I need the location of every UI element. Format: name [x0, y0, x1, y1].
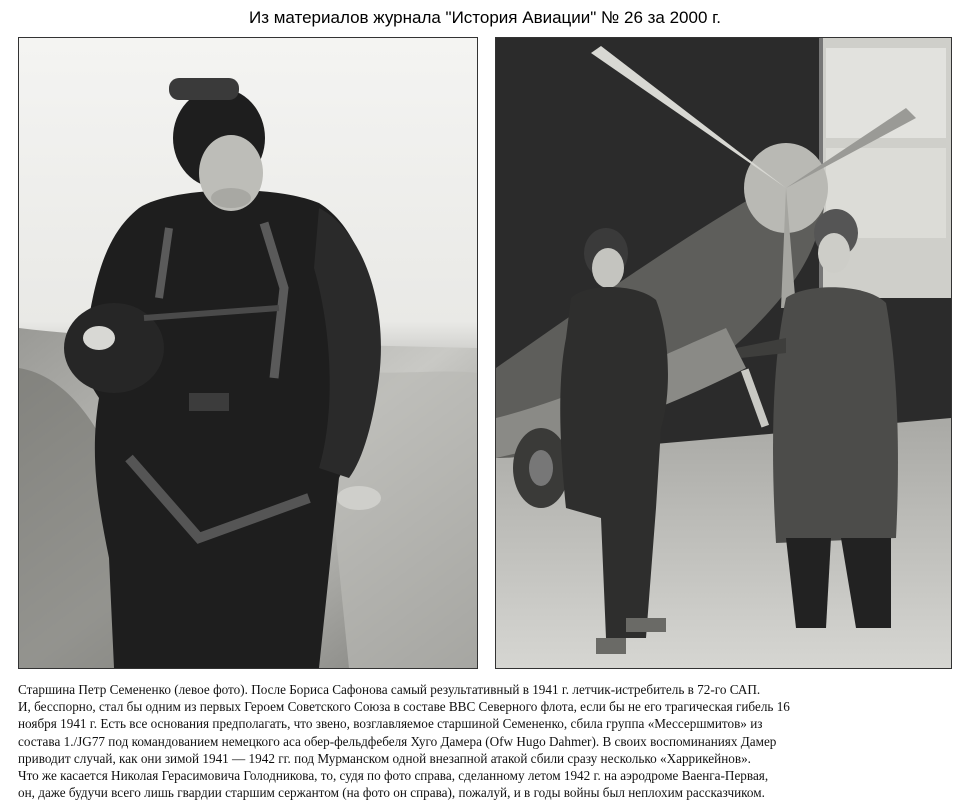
photo-pilot-semenenko	[18, 37, 478, 669]
photo-caption	[18, 681, 954, 801]
page-title: Из материалов журнала "История Авиации" № 26 за 2000 г.	[249, 8, 721, 27]
caption-line: состава 1./JG77 под командованием немецкого аса обер-фельдфебеля Хуго Дамера (Ofw Hugo Dahmer). В своих воспоминаниях Дамер	[18, 733, 777, 749]
photo-airmen-aircraft	[495, 37, 952, 669]
caption-line: приводит случай, как они зимой 1941 — 1942 гг. под Мурманском одной внезапной атакой сбили сразу несколько «Харрикейнов».	[18, 750, 751, 766]
caption-line: ноября 1941 г. Есть все основания предполагать, что звено, возглавляемое старшиной Семененко, сбила группа «Мессершмитов» из	[18, 716, 763, 732]
caption-line: Старшина Петр Семененко (левое фото). После Бориса Сафонова самый результативный в 1941 г. летчик-истребитель в 72-го САП.	[18, 682, 761, 697]
caption-line: Что же касается Николая Герасимовича Голодникова, то, судя по фото справа, сделанному летом 1942 г. на аэродроме Ваенга-Первая,	[18, 768, 769, 784]
caption-line: И, бесспорно, стал бы одним из первых Героем Советского Союза в составе ВВС Северного флота, если бы не его трагическая гибель 16	[18, 699, 790, 715]
caption-line: он, даже будучи всего лишь гвардии старшим сержантом (на фото он справа), пожалуй, и в годы войны был неплохим рассказчиком.	[18, 785, 765, 801]
